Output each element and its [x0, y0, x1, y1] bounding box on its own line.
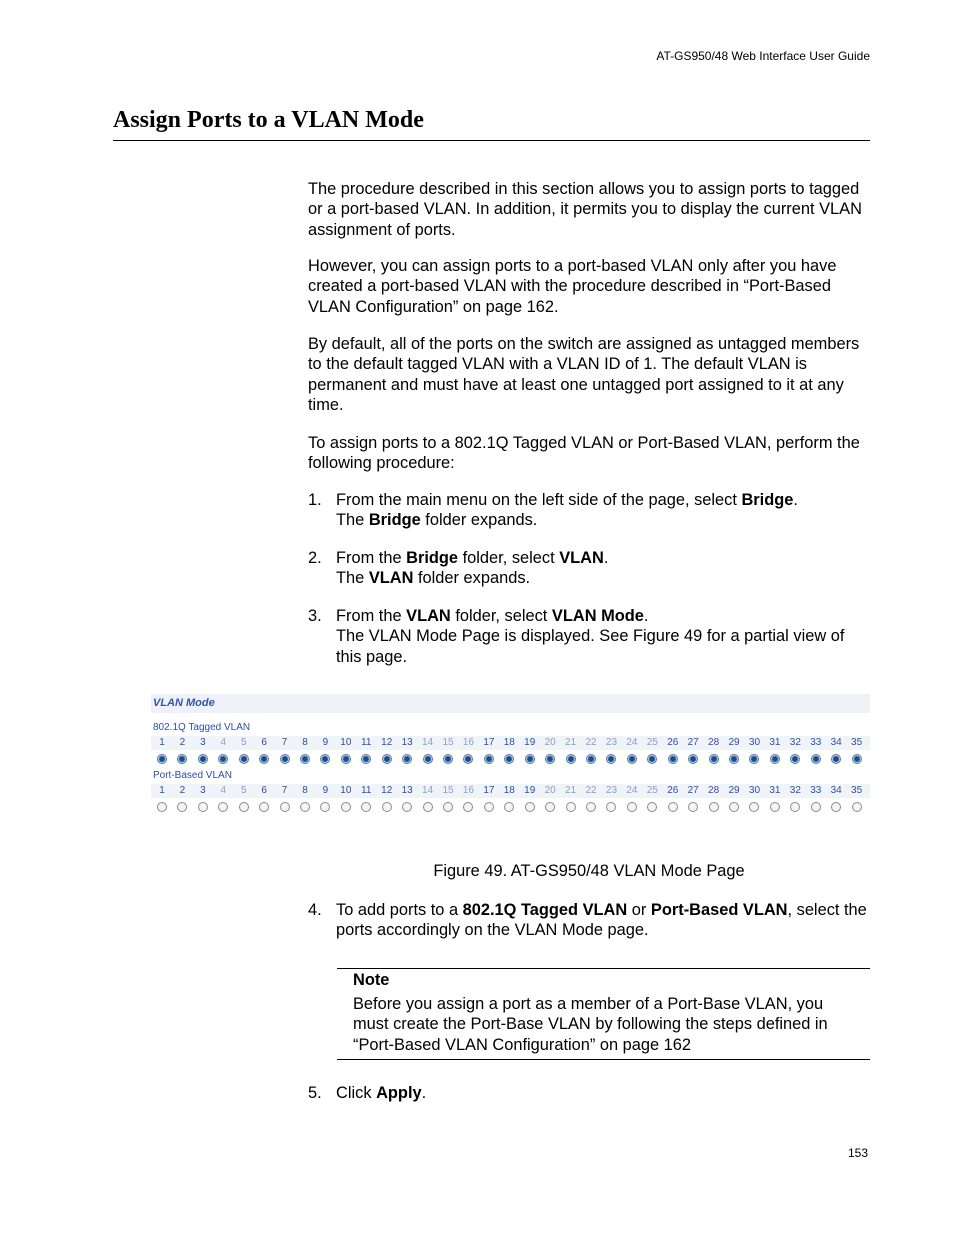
port-based-port-4-label: 4: [220, 785, 227, 796]
text-run-bold: VLAN: [368, 569, 414, 588]
tagged-port-17-radio[interactable]: [484, 754, 494, 764]
tagged-port-32-label: 32: [789, 737, 801, 748]
tagged-port-33-label: 33: [810, 737, 822, 748]
note-box: [337, 968, 870, 1060]
tagged-port-12-label: 12: [381, 737, 393, 748]
tagged-port-27-label: 27: [687, 737, 699, 748]
step-number: 4.: [308, 901, 322, 919]
tagged-port-24-radio[interactable]: [627, 754, 637, 764]
text-run-bold: Bridge: [741, 491, 794, 509]
tagged-port-9-label: 9: [322, 737, 329, 748]
text-run: folder, select: [450, 607, 552, 625]
text-run: To add ports to a: [336, 901, 463, 919]
tagged-port-11-radio[interactable]: [361, 754, 371, 764]
tagged-port-35-radio[interactable]: [852, 754, 862, 764]
tagged-port-18-radio[interactable]: [504, 754, 514, 764]
step-1: [308, 490, 873, 531]
port-based-port-15-radio[interactable]: [443, 802, 453, 812]
step-4: [308, 900, 873, 941]
text-run: The: [336, 511, 369, 530]
tagged-port-number-row: [151, 736, 870, 750]
text-run: From the: [336, 549, 407, 567]
running-header: AT-GS950/48 Web Interface User Guide: [656, 49, 870, 63]
port-based-vlan-label: Port-Based VLAN: [153, 770, 232, 781]
port-based-port-17-label: 17: [483, 785, 495, 796]
text-run-bold: 802.1Q Tagged VLAN: [462, 901, 628, 919]
tagged-port-14-radio[interactable]: [423, 754, 433, 764]
step-number: 3.: [308, 607, 322, 625]
port-based-port-7-label: 7: [281, 785, 288, 796]
port-based-port-18-radio[interactable]: [504, 802, 514, 812]
tagged-port-5-label: 5: [240, 737, 247, 748]
port-based-port-26-label: 26: [667, 785, 679, 796]
tagged-port-16-label: 16: [462, 737, 474, 748]
tagged-port-19-radio[interactable]: [525, 754, 535, 764]
port-based-port-26-radio[interactable]: [668, 802, 678, 812]
text-run: Click: [336, 1084, 377, 1102]
tagged-port-31-label: 31: [769, 737, 781, 748]
port-based-port-33-label: 33: [810, 785, 822, 796]
port-based-number-row: [151, 784, 870, 798]
step-text: [336, 1083, 873, 1103]
tagged-port-20-radio[interactable]: [545, 754, 555, 764]
tagged-port-2-radio[interactable]: [177, 754, 187, 764]
port-based-port-19-label: 19: [524, 785, 536, 796]
port-based-port-17-radio[interactable]: [484, 802, 494, 812]
tagged-port-33-radio[interactable]: [811, 754, 821, 764]
port-based-port-27-label: 27: [687, 785, 699, 796]
note-text: Before you assign a port as a member of a Port-Base VLAN, you must create the Port-Base VLAN by following the steps defined in “Port-Based VLAN Configuration” on page 162: [353, 995, 828, 1054]
port-based-port-8-label: 8: [302, 785, 308, 796]
port-based-port-29-label: 29: [728, 785, 740, 796]
port-based-port-22-radio[interactable]: [586, 802, 596, 812]
port-based-port-35-label: 35: [851, 785, 863, 796]
port-based-port-12-radio[interactable]: [382, 802, 392, 812]
port-based-port-5-radio[interactable]: [239, 802, 249, 812]
tagged-port-18-label: 18: [503, 737, 515, 748]
port-based-port-21-label: 21: [565, 785, 577, 796]
text-run-bold: VLAN: [559, 549, 604, 567]
tagged-port-29-label: 29: [728, 737, 740, 748]
step-text: [336, 490, 873, 531]
port-based-port-9-label: 9: [322, 785, 329, 796]
tagged-port-23-radio[interactable]: [606, 754, 616, 764]
tagged-port-15-radio[interactable]: [443, 754, 453, 764]
tagged-port-7-radio[interactable]: [280, 754, 290, 764]
port-based-port-14-radio[interactable]: [423, 802, 433, 812]
port-based-port-34-label: 34: [830, 785, 842, 796]
port-based-port-19-radio[interactable]: [525, 802, 535, 812]
port-based-port-21-radio[interactable]: [566, 802, 576, 812]
tagged-port-2-label: 2: [179, 737, 186, 748]
step-number: 5.: [308, 1084, 322, 1102]
port-based-port-34-radio[interactable]: [831, 802, 841, 812]
text-run: .: [643, 607, 649, 625]
tagged-port-26-radio[interactable]: [668, 754, 678, 764]
port-based-port-18-label: 18: [503, 785, 515, 796]
port-based-port-28-label: 28: [708, 785, 720, 796]
port-based-port-8-radio[interactable]: [300, 802, 310, 812]
port-based-port-3-radio[interactable]: [198, 802, 208, 812]
prerequisite-paragraph: [308, 256, 873, 317]
section-title: Assign Ports to a VLAN Mode: [113, 107, 424, 133]
figure-title-bar: [151, 694, 870, 713]
tagged-port-5-radio[interactable]: [239, 754, 249, 764]
tagged-port-6-radio[interactable]: [259, 754, 269, 764]
text-run: .: [793, 491, 798, 509]
port-based-radio-row: [151, 799, 870, 817]
text-run: .: [421, 1084, 427, 1102]
tagged-port-13-radio[interactable]: [402, 754, 412, 764]
tagged-port-24-label: 24: [626, 737, 638, 748]
port-based-port-35-radio[interactable]: [852, 802, 862, 812]
tagged-port-15-label: 15: [442, 737, 454, 748]
port-based-port-23-label: 23: [605, 785, 618, 796]
tagged-port-34-label: 34: [830, 737, 842, 748]
tagged-port-32-radio[interactable]: [790, 754, 800, 764]
tagged-port-20-label: 20: [544, 737, 556, 748]
text-run: The VLAN Mode Page is displayed. See Figure 49 for a partial view of this page.: [336, 627, 845, 666]
port-based-port-32-label: 32: [789, 785, 801, 796]
title-rule: [113, 140, 870, 141]
port-based-port-13-label: 13: [401, 785, 413, 796]
tagged-port-21-radio[interactable]: [566, 754, 576, 764]
text-run-bold: Apply: [376, 1084, 422, 1102]
port-based-port-30-label: 30: [748, 785, 761, 796]
text-run-bold: Bridge: [406, 549, 459, 567]
port-based-port-24-radio[interactable]: [627, 802, 637, 812]
tagged-port-30-label: 30: [748, 737, 761, 748]
port-based-port-2-radio[interactable]: [177, 802, 187, 812]
port-based-port-27-radio[interactable]: [688, 802, 698, 812]
note-heading: Note: [353, 971, 390, 989]
port-based-port-7-radio[interactable]: [280, 802, 290, 812]
text-run: From the main menu on the left side of the page, select: [336, 491, 742, 509]
tagged-radio-row: [151, 751, 870, 769]
text-run: From the: [336, 607, 407, 625]
procedure-intro-paragraph: [308, 433, 873, 474]
port-based-port-2-label: 2: [179, 785, 186, 796]
port-based-port-30-radio[interactable]: [749, 802, 759, 812]
tagged-port-3-radio[interactable]: [198, 754, 208, 764]
step-text: [336, 900, 873, 941]
tagged-port-26-label: 26: [667, 737, 679, 748]
port-based-port-15-label: 15: [442, 785, 454, 796]
tagged-port-30-radio[interactable]: [749, 754, 759, 764]
text-run: The: [336, 569, 369, 588]
tagged-port-27-radio[interactable]: [688, 754, 698, 764]
tagged-port-13-label: 13: [401, 737, 413, 748]
port-based-port-6-radio[interactable]: [259, 802, 269, 812]
port-based-port-6-label: 6: [261, 785, 267, 796]
paragraph-text: However, you can assign ports to a port-based VLAN only after you have created a port-based VLAN with the procedure described in “Port-Based VLAN Configuration” on page 162.: [308, 257, 837, 316]
tagged-port-12-radio[interactable]: [382, 754, 392, 764]
port-based-port-14-label: 14: [422, 785, 434, 796]
port-based-port-4-radio[interactable]: [218, 802, 228, 812]
port-based-port-32-radio[interactable]: [790, 802, 800, 812]
figure-caption: Figure 49. AT-GS950/48 VLAN Mode Page: [433, 862, 745, 880]
vlan-mode-figure: [151, 694, 870, 838]
port-based-port-13-radio[interactable]: [402, 802, 412, 812]
text-run: folder expands.: [420, 511, 538, 530]
text-run-bold: VLAN: [406, 607, 451, 625]
intro-paragraph: [308, 179, 873, 240]
tagged-port-21-label: 21: [565, 737, 577, 748]
port-based-port-5-label: 5: [240, 785, 247, 796]
tagged-port-28-label: 28: [708, 737, 720, 748]
tagged-port-4-radio[interactable]: [218, 754, 228, 764]
tagged-port-28-radio[interactable]: [709, 754, 719, 764]
port-based-port-29-radio[interactable]: [729, 802, 739, 812]
port-based-port-12-label: 12: [381, 785, 393, 796]
tagged-port-19-label: 19: [524, 737, 536, 748]
text-run: or: [627, 901, 651, 919]
tagged-port-10-radio[interactable]: [341, 754, 351, 764]
port-based-port-10-radio[interactable]: [341, 802, 351, 812]
tagged-port-10-label: 10: [340, 737, 352, 748]
tagged-port-8-radio[interactable]: [300, 754, 310, 764]
paragraph-text: By default, all of the ports on the switch are assigned as untagged members to the default tagged VLAN with a VLAN ID of 1. The default VLAN is permanent and must have at least one untagged port assigned to it at any time.: [308, 335, 860, 414]
step-text: [336, 606, 873, 667]
step-3: [308, 606, 873, 667]
default-paragraph: [308, 334, 873, 415]
port-based-port-16-label: 16: [462, 785, 474, 796]
text-run: , select the ports accordingly on the VLAN Mode page.: [336, 901, 867, 940]
tagged-port-4-label: 4: [220, 737, 227, 748]
tagged-port-14-label: 14: [422, 737, 434, 748]
port-based-port-10-label: 10: [340, 785, 352, 796]
text-run: folder expands.: [413, 569, 531, 588]
step-text: [336, 548, 873, 589]
tagged-port-6-label: 6: [261, 737, 267, 748]
text-run: .: [603, 549, 609, 567]
tagged-port-34-radio[interactable]: [831, 754, 841, 764]
port-based-port-9-radio[interactable]: [320, 802, 330, 812]
port-based-port-23-radio[interactable]: [606, 802, 616, 812]
figure-title: VLAN Mode: [153, 697, 215, 709]
tagged-port-1-label: 1: [159, 737, 165, 748]
port-based-port-31-radio[interactable]: [770, 802, 780, 812]
port-based-port-25-label: 25: [646, 785, 658, 796]
text-run-bold: VLAN Mode: [551, 607, 644, 625]
port-based-port-1-label: 1: [159, 785, 165, 796]
text-run-bold: Port-Based VLAN: [650, 901, 788, 919]
text-run: folder, select: [458, 549, 560, 567]
port-based-port-16-radio[interactable]: [463, 802, 473, 812]
port-based-port-1-radio[interactable]: [157, 802, 167, 812]
step-number: 2.: [308, 549, 322, 567]
tagged-vlan-label: 802.1Q Tagged VLAN: [153, 722, 251, 733]
step-2: [308, 548, 873, 589]
tagged-port-17-label: 17: [483, 737, 495, 748]
port-based-port-22-label: 22: [585, 785, 597, 796]
tagged-port-29-radio[interactable]: [729, 754, 739, 764]
step-number: 1.: [308, 491, 322, 509]
port-based-port-11-label: 11: [361, 785, 372, 796]
port-based-port-3-label: 3: [200, 785, 206, 796]
port-based-port-28-radio[interactable]: [709, 802, 719, 812]
port-based-port-33-radio[interactable]: [811, 802, 821, 812]
tagged-port-25-label: 25: [646, 737, 658, 748]
text-run-bold: Bridge: [368, 511, 421, 530]
tagged-port-3-label: 3: [200, 737, 206, 748]
tagged-port-9-radio[interactable]: [320, 754, 330, 764]
tagged-port-11-label: 11: [361, 737, 372, 748]
tagged-port-23-label: 23: [605, 737, 618, 748]
tagged-port-16-radio[interactable]: [463, 754, 473, 764]
port-based-port-24-label: 24: [626, 785, 638, 796]
tagged-port-22-radio[interactable]: [586, 754, 596, 764]
tagged-port-22-label: 22: [585, 737, 597, 748]
tagged-port-25-radio[interactable]: [647, 754, 657, 764]
port-based-port-25-radio[interactable]: [647, 802, 657, 812]
port-based-port-11-radio[interactable]: [361, 802, 371, 812]
port-based-port-31-label: 31: [769, 785, 781, 796]
paragraph-text: To assign ports to a 802.1Q Tagged VLAN or Port-Based VLAN, perform the following procedure:: [308, 434, 860, 473]
tagged-port-1-radio[interactable]: [157, 754, 167, 764]
page-number: 153: [847, 1146, 868, 1160]
tagged-port-8-label: 8: [302, 737, 308, 748]
tagged-port-7-label: 7: [281, 737, 288, 748]
port-based-port-20-label: 20: [544, 785, 556, 796]
tagged-port-35-label: 35: [851, 737, 863, 748]
paragraph-text: The procedure described in this section allows you to assign ports to tagged or a port-based VLAN. In addition, it permits you to display the current VLAN assignment of ports.: [308, 180, 862, 239]
step-5: [308, 1083, 873, 1103]
tagged-port-31-radio[interactable]: [770, 754, 780, 764]
port-based-port-20-radio[interactable]: [545, 802, 555, 812]
